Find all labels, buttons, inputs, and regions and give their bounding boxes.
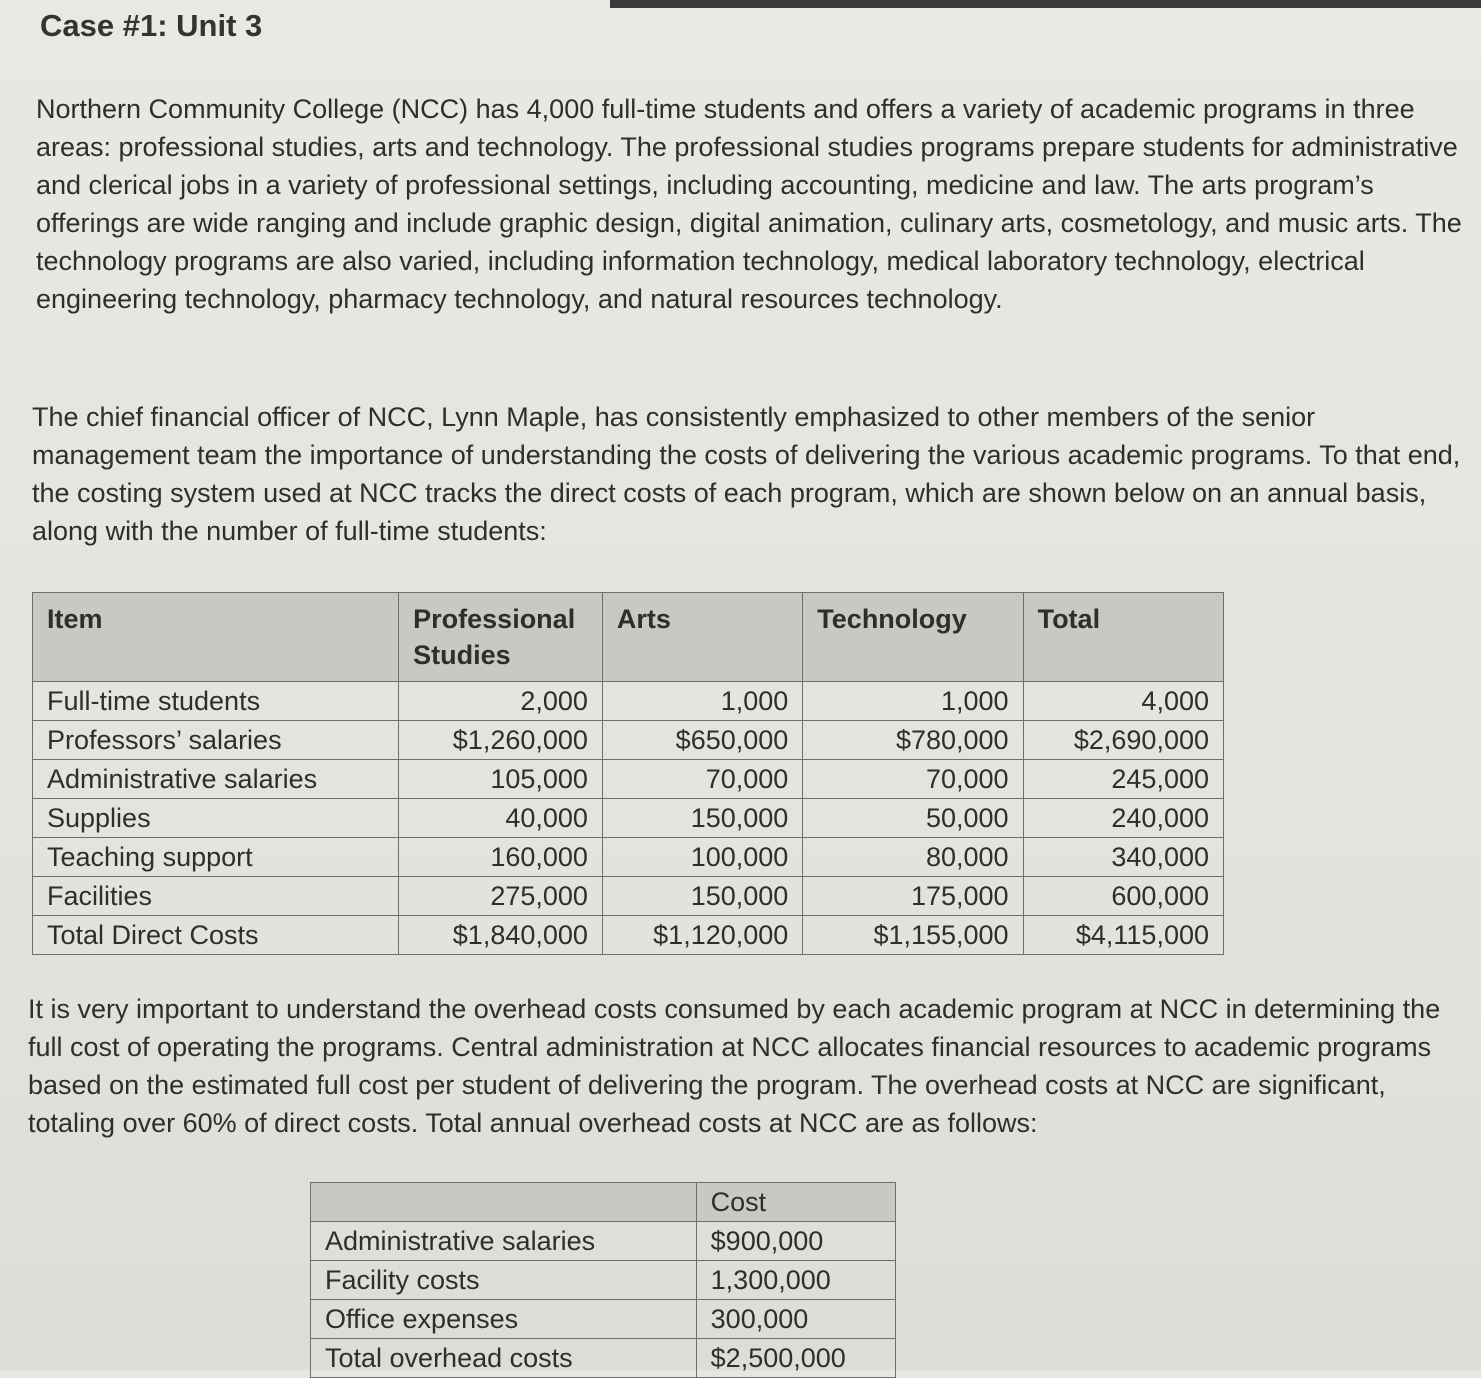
cell-value: 160,000 xyxy=(399,838,603,877)
header-total: Total xyxy=(1023,593,1223,682)
cell-value: 105,000 xyxy=(399,760,603,799)
cell-value: 70,000 xyxy=(803,760,1023,799)
row-label: Full-time students xyxy=(33,682,399,721)
overhead-costs-table xyxy=(310,1182,896,1378)
cell-value: $650,000 xyxy=(602,721,802,760)
table-row xyxy=(33,721,1224,760)
cfo-paragraph: The chief financial officer of NCC, Lynn Maple, has consistently emphasized to other members of the senior management team the importance of understanding the costs of delivering the various academic programs. To that end, the costing system used at NCC tracks the direct costs of each program, which are shown below on an annual basis, along with the number of full-time students: xyxy=(32,402,1461,546)
table-row xyxy=(33,682,1224,721)
overhead-paragraph: It is very important to understand the overhead costs consumed by each academic program at NCC in determining the full cost of operating the programs. Central administration at NCC allocates financial resources to academic programs based on the estimated full cost per student of delivering the program. The overhead costs at NCC are significant, totaling over 60% of direct costs. Total annual overhead costs at NCC are as follows: xyxy=(28,994,1441,1138)
cell-value: $1,260,000 xyxy=(399,721,603,760)
cell-value: $780,000 xyxy=(803,721,1023,760)
table-row xyxy=(33,838,1224,877)
overhead-header-row xyxy=(311,1183,896,1222)
cell-value: $4,115,000 xyxy=(1023,916,1223,955)
total-row xyxy=(33,916,1224,955)
cell-value: 100,000 xyxy=(602,838,802,877)
row-label: Total overhead costs xyxy=(311,1339,697,1378)
cell-value: 245,000 xyxy=(1023,760,1223,799)
table-row xyxy=(33,760,1224,799)
table-row xyxy=(33,877,1224,916)
cell-value: $1,840,000 xyxy=(399,916,603,955)
row-label: Administrative salaries xyxy=(33,760,399,799)
row-label: Teaching support xyxy=(33,838,399,877)
row-label: Total Direct Costs xyxy=(33,916,399,955)
header-cost: Cost xyxy=(696,1183,895,1222)
cell-value: 240,000 xyxy=(1023,799,1223,838)
header-professional-studies: Professional Studies xyxy=(399,593,603,682)
table-row xyxy=(311,1222,896,1261)
cell-value: 300,000 xyxy=(696,1300,895,1339)
cell-value: 1,000 xyxy=(803,682,1023,721)
cell-value: $1,155,000 xyxy=(803,916,1023,955)
header-blank xyxy=(311,1183,697,1222)
table-row xyxy=(311,1300,896,1339)
top-edge-bar xyxy=(610,0,1481,8)
row-label: Facilities xyxy=(33,877,399,916)
cell-value: 340,000 xyxy=(1023,838,1223,877)
cell-value: 1,300,000 xyxy=(696,1261,895,1300)
cell-value: 175,000 xyxy=(803,877,1023,916)
row-label: Facility costs xyxy=(311,1261,697,1300)
table-row xyxy=(33,799,1224,838)
header-item: Item xyxy=(33,593,399,682)
row-label: Office expenses xyxy=(311,1300,697,1339)
cell-value: 275,000 xyxy=(399,877,603,916)
cell-value: 40,000 xyxy=(399,799,603,838)
cell-value: $2,500,000 xyxy=(696,1339,895,1378)
cell-value: 70,000 xyxy=(602,760,802,799)
header-technology: Technology xyxy=(803,593,1023,682)
table-row xyxy=(311,1261,896,1300)
cell-value: 150,000 xyxy=(602,877,802,916)
cell-value: 2,000 xyxy=(399,682,603,721)
row-label: Administrative salaries xyxy=(311,1222,697,1261)
cell-value: $900,000 xyxy=(696,1222,895,1261)
cell-value: 150,000 xyxy=(602,799,802,838)
intro-paragraph: Northern Community College (NCC) has 4,000 full-time students and offers a variety of academic programs in three areas: professional studies, arts and technology. The professional studies programs prepare students for administrative and clerical jobs in a variety of professional settings, including accounting, medicine and law. The arts program’s offerings are wide ranging and include graphic design, digital animation, culinary arts, cosmetology, and music arts. The technology programs are also varied, including information technology, medical laboratory technology, electrical engineering technology, pharmacy technology, and natural resources technology. xyxy=(36,94,1462,314)
row-label: Supplies xyxy=(33,799,399,838)
page-title: Case #1: Unit 3 xyxy=(40,8,263,43)
total-row xyxy=(311,1339,896,1378)
direct-costs-table xyxy=(32,592,1224,955)
cell-value: $2,690,000 xyxy=(1023,721,1223,760)
cell-value: 1,000 xyxy=(602,682,802,721)
cell-value: 80,000 xyxy=(803,838,1023,877)
direct-costs-header-row xyxy=(33,593,1224,682)
cell-value: 4,000 xyxy=(1023,682,1223,721)
row-label: Professors’ salaries xyxy=(33,721,399,760)
cell-value: 600,000 xyxy=(1023,877,1223,916)
header-arts: Arts xyxy=(602,593,802,682)
cell-value: $1,120,000 xyxy=(602,916,802,955)
cell-value: 50,000 xyxy=(803,799,1023,838)
